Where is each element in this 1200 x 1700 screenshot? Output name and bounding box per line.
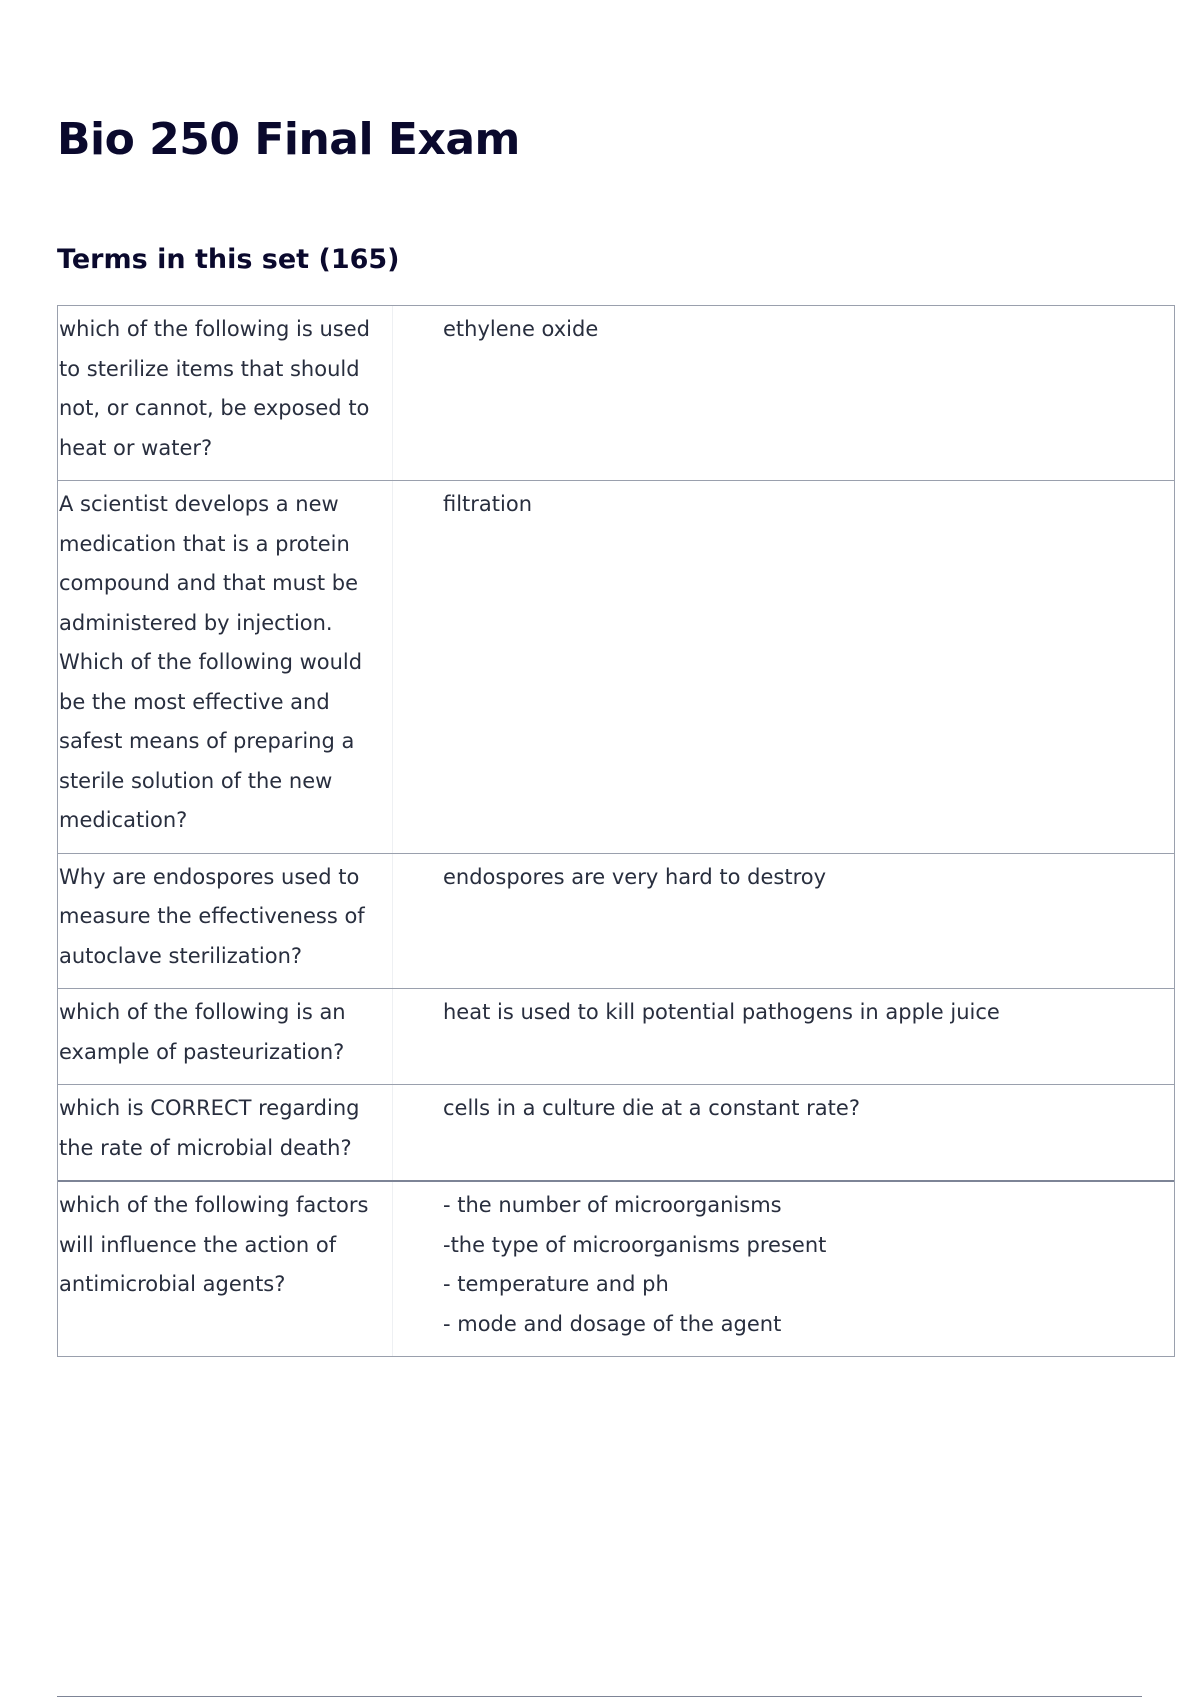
definition-line: - temperature and ph	[443, 1272, 669, 1296]
term-row	[58, 1084, 1174, 1180]
definition-line: - mode and dosage of the agent	[443, 1311, 782, 1336]
definition-text	[393, 1182, 1174, 1356]
definition-line: filtration	[443, 492, 533, 516]
term-text: Why are endospores used to measure the effectiveness of autoclave sterilization?	[58, 854, 393, 989]
term-row	[58, 480, 1174, 853]
definition-text	[393, 854, 1174, 989]
terms-table	[57, 305, 1175, 1357]
term-text: A scientist develops a new medication that is a protein compound and that must be administered by injection. Which of the following would be the most effective and safest means of preparing a sterile solution of the new medication?	[58, 481, 393, 853]
page-title: Bio 250 Final Exam	[57, 114, 520, 165]
definition-text	[393, 1085, 1174, 1180]
definition-text	[393, 481, 1174, 853]
term-text: which is CORRECT regarding the rate of microbial death?	[58, 1085, 393, 1180]
term-row	[58, 306, 1174, 480]
terms-count-heading: Terms in this set (165)	[57, 244, 400, 275]
term-text: which of the following factors will influence the action of antimicrobial agents?	[58, 1182, 393, 1356]
definition-line: - the number of microorganisms	[443, 1193, 782, 1217]
term-text: which of the following is used to sterilize items that should not, or cannot, be exposed to heat or water?	[58, 306, 393, 480]
definition-text	[393, 306, 1174, 480]
term-row	[58, 853, 1174, 989]
term-row	[58, 988, 1174, 1084]
term-text: which of the following is an example of pasteurization?	[58, 989, 393, 1084]
footer-divider	[57, 1696, 1142, 1697]
definition-line: cells in a culture die at a constant rate?	[443, 1096, 860, 1120]
definition-line: heat is used to kill potential pathogens in apple juice	[443, 1000, 1000, 1024]
definition-line: endospores are very hard to destroy	[443, 864, 827, 889]
definition-line: -the type of microorganisms present	[443, 1232, 827, 1257]
term-row	[58, 1180, 1174, 1356]
definition-text	[393, 989, 1174, 1084]
definition-line: ethylene oxide	[443, 317, 599, 341]
